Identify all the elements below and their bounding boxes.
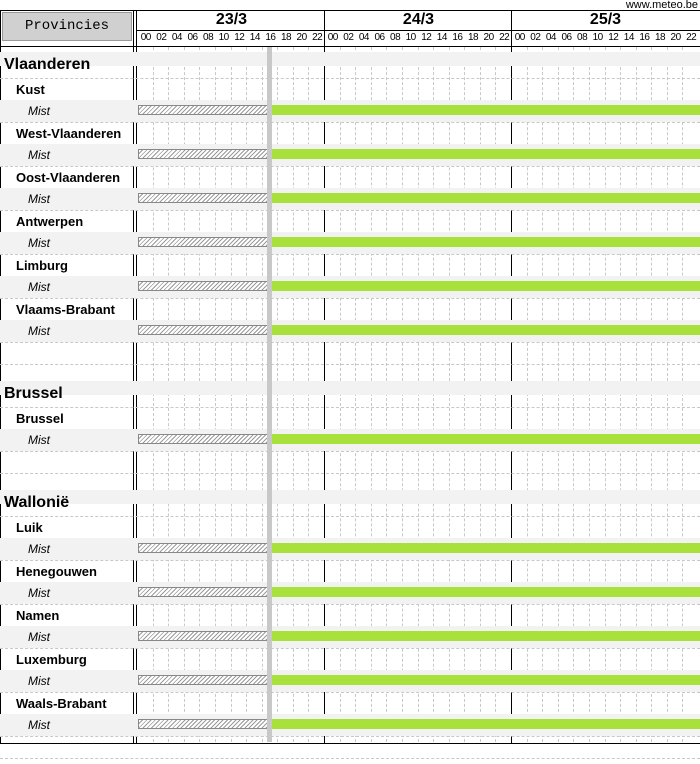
past-period-hatch [138, 434, 269, 444]
province-label: Luxemburg [16, 652, 87, 667]
past-period-hatch [138, 543, 269, 553]
row-gridline [0, 473, 700, 474]
row-gridline [0, 364, 700, 365]
row-gridline [0, 560, 700, 561]
now-marker [267, 47, 272, 742]
past-period-hatch [138, 719, 269, 729]
hour-label: 16 [639, 32, 650, 43]
hour-label: 14 [623, 32, 634, 43]
hour-label: 18 [654, 32, 666, 43]
mist-forecast-bar [270, 675, 700, 685]
mist-forecast-bar [270, 149, 700, 159]
hour-label: 22 [499, 32, 510, 43]
hour-label: 10 [405, 32, 416, 43]
row-gridline [0, 342, 700, 343]
mist-forecast-bar [270, 325, 700, 335]
mist-forecast-bar [270, 543, 700, 553]
hour-label: 06 [374, 32, 385, 43]
hour-label: 20 [483, 32, 494, 43]
hour-label: 02 [343, 32, 354, 43]
province-label: West-Vlaanderen [16, 126, 122, 141]
mist-forecast-bar [270, 237, 700, 247]
row-gridline [0, 604, 700, 605]
hour-label: 02 [156, 32, 167, 43]
hour-label: 14 [249, 32, 260, 43]
row-gridline [0, 758, 700, 759]
mist-label: Mist [28, 586, 50, 600]
province-label: Limburg [16, 258, 68, 273]
hour-label: 18 [280, 32, 292, 43]
mist-forecast-bar [270, 105, 700, 115]
hour-label: 12 [234, 32, 245, 43]
past-period-hatch [138, 105, 269, 115]
hour-label: 12 [608, 32, 619, 43]
hour-label: 02 [530, 32, 541, 43]
mist-forecast-bar [270, 193, 700, 203]
mist-label: Mist [28, 433, 50, 447]
mist-label: Mist [28, 236, 50, 250]
hour-label: 22 [686, 32, 697, 43]
region-label: Wallonië [4, 494, 70, 511]
past-period-hatch [138, 325, 269, 335]
hour-label: 04 [171, 32, 182, 43]
hour-label: 16 [452, 32, 463, 43]
mist-label: Mist [28, 148, 50, 162]
past-period-hatch [138, 631, 269, 641]
region-band [0, 381, 700, 395]
mist-label: Mist [28, 280, 50, 294]
row-gridline [0, 254, 700, 255]
mist-label: Mist [28, 324, 50, 338]
past-period-hatch [138, 149, 269, 159]
mist-forecast-bar [270, 434, 700, 444]
row-gridline [0, 166, 700, 167]
hour-label: 06 [561, 32, 572, 43]
row-gridline [0, 736, 700, 737]
row-gridline [0, 516, 700, 517]
region-band [0, 52, 700, 66]
past-period-hatch [138, 281, 269, 291]
mist-label: Mist [28, 104, 50, 118]
province-label: Oost-Vlaanderen [16, 170, 121, 185]
mist-label: Mist [28, 718, 50, 732]
province-label: Henegouwen [16, 564, 97, 579]
mist-label: Mist [28, 674, 50, 688]
row-gridline [0, 210, 700, 211]
day-label: 24/3 [402, 11, 435, 28]
row-gridline [0, 692, 700, 693]
province-label: Luik [16, 520, 43, 535]
province-label: Vlaams-Brabant [16, 302, 115, 317]
row-gridline [0, 78, 700, 79]
hour-label: 00 [327, 32, 338, 43]
row-gridline [0, 407, 700, 408]
hour-label: 20 [670, 32, 681, 43]
hour-label: 10 [218, 32, 229, 43]
hour-label: 04 [358, 32, 369, 43]
hour-label: 04 [545, 32, 556, 43]
province-label: Kust [16, 82, 45, 97]
row-gridline [0, 648, 700, 649]
hour-label: 12 [421, 32, 432, 43]
hour-label: 14 [436, 32, 447, 43]
mist-forecast-bar [270, 281, 700, 291]
hour-label: 08 [577, 32, 588, 43]
row-gridline [0, 298, 700, 299]
mist-label: Mist [28, 630, 50, 644]
day-label: 25/3 [589, 11, 622, 28]
day-label: 23/3 [215, 11, 248, 28]
province-label: Brussel [16, 411, 64, 426]
hour-label: 00 [140, 32, 151, 43]
past-period-hatch [138, 675, 269, 685]
hour-label: 18 [467, 32, 479, 43]
hour-label: 20 [296, 32, 307, 43]
mist-forecast-bar [270, 631, 700, 641]
past-period-hatch [138, 587, 269, 597]
mist-forecast-bar [270, 719, 700, 729]
past-period-hatch [138, 193, 269, 203]
header-separator [0, 46, 700, 47]
hour-label: 08 [203, 32, 214, 43]
province-label: Waals-Brabant [16, 696, 107, 711]
hour-label: 22 [312, 32, 323, 43]
province-label: Namen [16, 608, 60, 623]
row-gridline [0, 122, 700, 123]
row-gridline [0, 451, 700, 452]
region-band [0, 490, 700, 504]
provinces-header: Provincies [2, 12, 132, 41]
region-label: Brussel [4, 385, 63, 402]
site-label: www.meteo.be [625, 0, 698, 11]
hour-label: 08 [390, 32, 401, 43]
day-hour-separator [137, 30, 700, 31]
mist-label: Mist [28, 542, 50, 556]
hour-label: 00 [514, 32, 525, 43]
hour-label: 06 [187, 32, 198, 43]
mist-label: Mist [28, 192, 50, 206]
mist-forecast-bar [270, 587, 700, 597]
past-period-hatch [138, 237, 269, 247]
region-label: Vlaanderen [4, 56, 91, 73]
hour-label: 10 [592, 32, 603, 43]
hour-label: 16 [265, 32, 276, 43]
province-label: Antwerpen [16, 214, 84, 229]
